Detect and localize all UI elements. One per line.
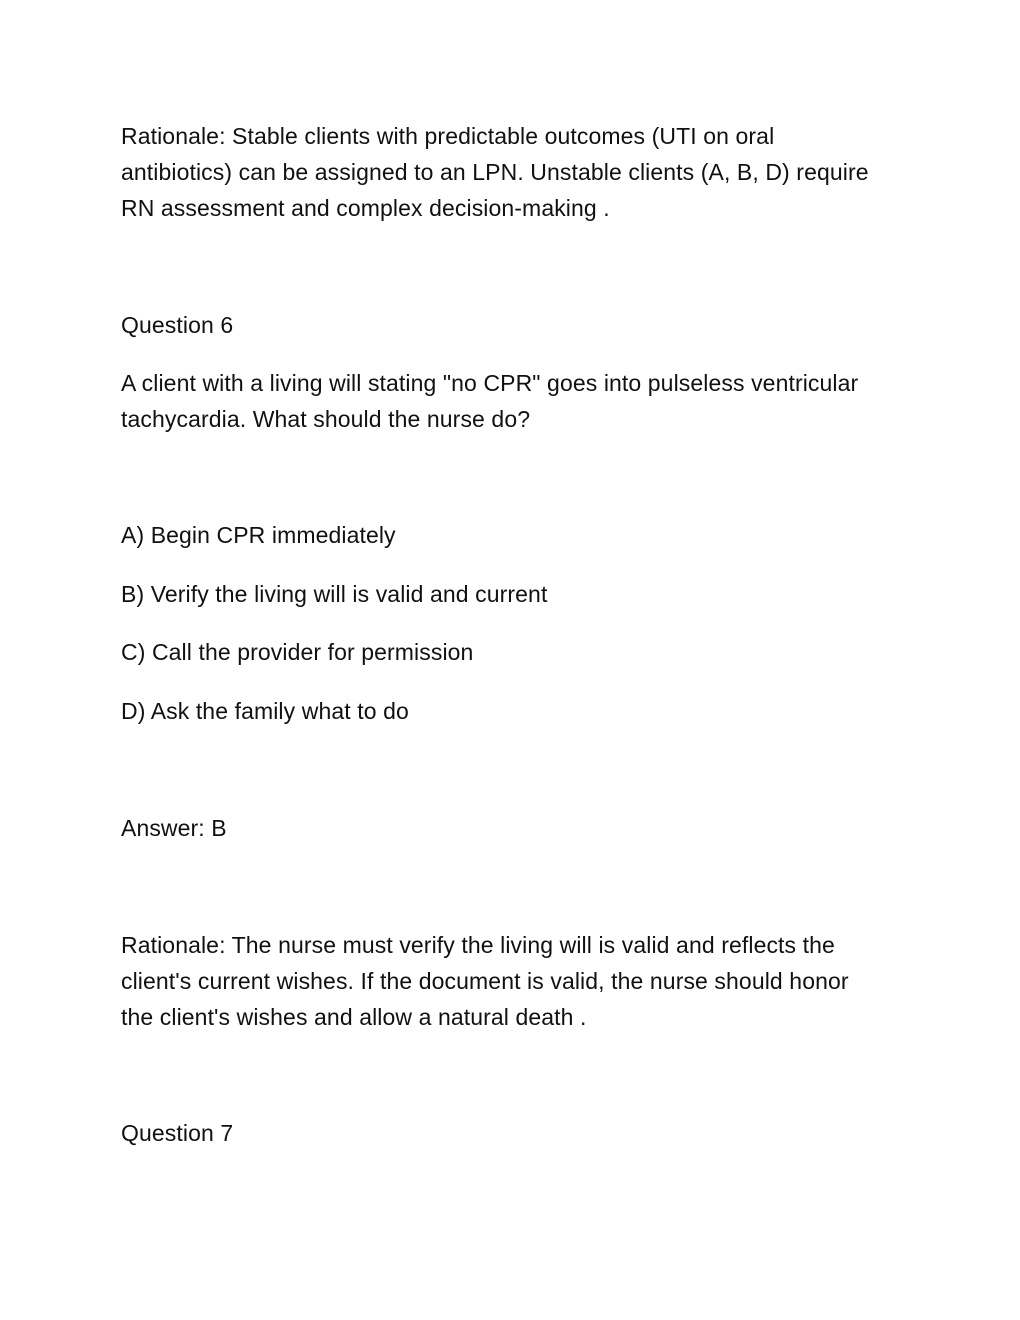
rationale-previous <box>121 118 911 226</box>
rationale-question-6 <box>121 927 911 1035</box>
option-d: D) Ask the family what to do <box>121 698 409 724</box>
answer-line: Answer: B <box>121 815 227 841</box>
question-6-heading: Question 6 <box>121 312 234 338</box>
rationale-previous-line-1: Rationale: Stable clients with predictable outcomes (UTI on oral <box>121 123 775 149</box>
rationale-previous-line-2: antibiotics) can be assigned to an LPN. Unstable clients (A, B, D) require <box>121 159 869 185</box>
rationale-q6-line-3: the client's wishes and allow a natural death . <box>121 1004 587 1030</box>
option-c: C) Call the provider for permission <box>121 639 474 665</box>
rationale-previous-line-3: RN assessment and complex decision-making . <box>121 195 610 221</box>
rationale-q6-line-2: client's current wishes. If the document is valid, the nurse should honor <box>121 968 849 994</box>
option-a: A) Begin CPR immediately <box>121 522 396 548</box>
rationale-q6-line-1: Rationale: The nurse must verify the living will is valid and reflects the <box>121 932 835 958</box>
question-6-stem-line-2: tachycardia. What should the nurse do? <box>121 406 531 432</box>
option-b: B) Verify the living will is valid and current <box>121 581 548 607</box>
question-6-stem-line-1: A client with a living will stating "no CPR" goes into pulseless ventricular <box>121 370 859 396</box>
question-7-heading: Question 7 <box>121 1120 234 1146</box>
question-6-stem <box>121 365 911 437</box>
